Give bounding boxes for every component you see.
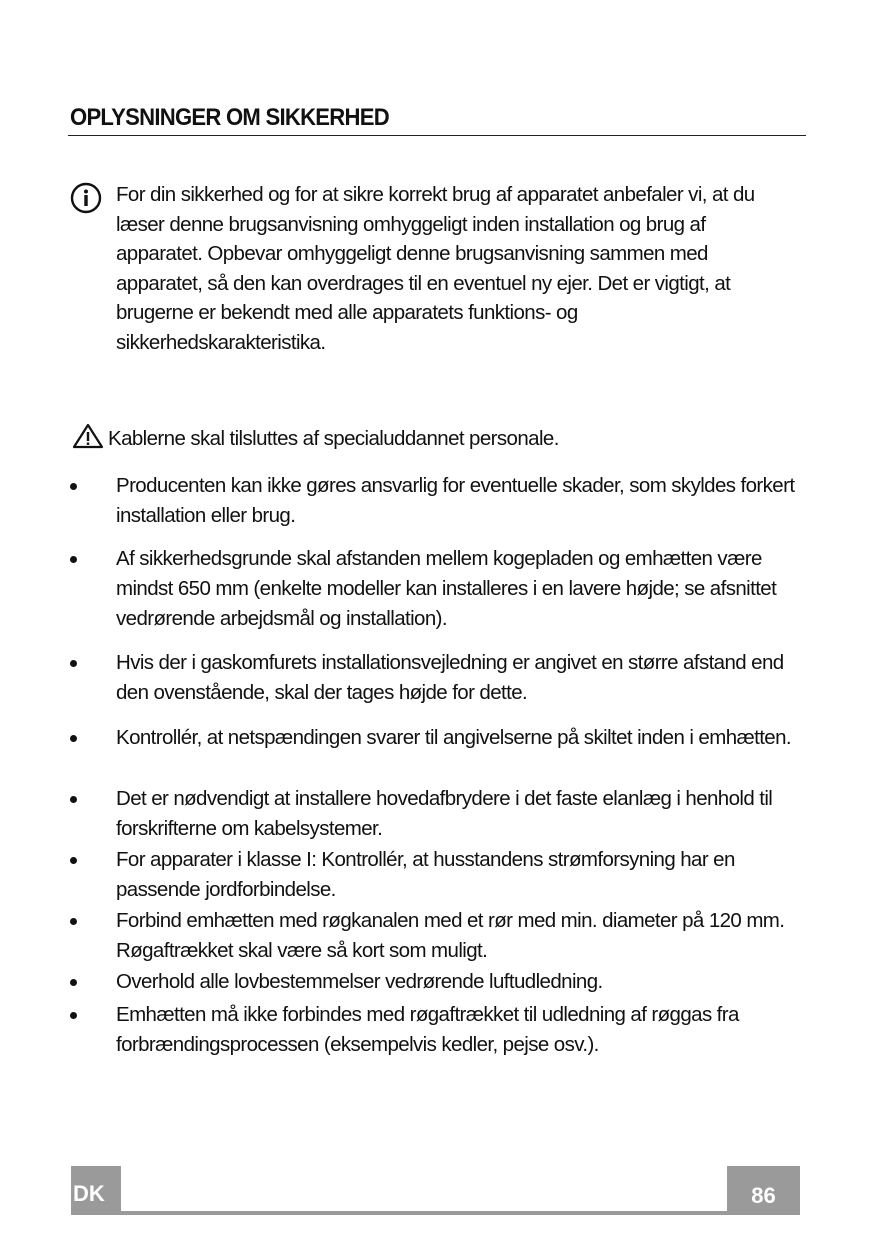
- info-icon: [70, 182, 102, 214]
- list-item: Forbind emhætten med røgkanalen med et rør med min. diameter på 120 mm. Røgaftrækket skal være så kort som muligt.: [70, 906, 800, 966]
- warning-note: [72, 423, 559, 451]
- list-item: Af sikkerhedsgrunde skal afstanden mellem kogepladen og emhætten være mindst 650 mm (enkelte modeller kan installeres i en lavere højde; se afsnittet vedrørende arbejdsmål og installation).: [70, 544, 800, 634]
- list-item: Kontrollér, at netspændingen svarer til angivelserne på skiltet inden i emhætten.: [70, 723, 800, 753]
- bullet-icon: [70, 1012, 77, 1019]
- bullet-icon: [70, 483, 77, 490]
- bullet-icon: [70, 660, 77, 667]
- bullet-icon: [70, 556, 77, 563]
- warning-note-text: Kablerne skal tilsluttes af specialuddannet personale.: [108, 427, 559, 450]
- bullet-icon: [70, 735, 77, 742]
- title-divider: [68, 135, 806, 136]
- bullet-icon: [70, 979, 77, 986]
- page-title: OPLYSNINGER OM SIKKERHED: [70, 104, 389, 131]
- bullet-icon: [70, 857, 77, 864]
- footer-language-tab: DK: [71, 1166, 121, 1214]
- list-item: Hvis der i gaskomfurets installationsvejledning er angivet en større afstand end den ovenstående, skal der tages højde for dette.: [70, 648, 800, 708]
- bullet-icon: [70, 796, 77, 803]
- list-item: For apparater i klasse I: Kontrollér, at husstandens strømforsyning har en passende jordforbindelse.: [70, 845, 800, 905]
- list-item: Overhold alle lovbestemmelser vedrørende luftudledning.: [70, 967, 800, 997]
- list-item: Producenten kan ikke gøres ansvarlig for eventuelle skader, som skyldes forkert installation eller brug.: [70, 471, 800, 531]
- list-item: Emhætten må ikke forbindes med røgaftrækket til udledning af røggas fra forbrændingsprocessen (eksempelvis kedler, pejse osv.).: [70, 1000, 800, 1060]
- info-note: [70, 180, 790, 357]
- footer-page-number: 86: [727, 1166, 800, 1214]
- info-note-text: For din sikkerhed og for at sikre korrekt brug af apparatet anbefaler vi, at du læser denne brugsanvisning omhyggeligt inden installation og brug af apparatet. Opbevar omhyggeligt denne brugsanvisning sammen med apparatet, så den kan overdrages til en eventuel ny ejer. Det er vigtigt, at brugerne er bekendt med alle apparatets funktions- og sikkerhedskarakteristika.: [116, 183, 755, 354]
- footer-bar: [71, 1211, 800, 1215]
- warning-triangle-icon: [72, 423, 104, 449]
- bullet-icon: [70, 918, 77, 925]
- list-item: Det er nødvendigt at installere hovedafbrydere i det faste elanlæg i henhold til forskrifterne om kabelsystemer.: [70, 784, 800, 844]
